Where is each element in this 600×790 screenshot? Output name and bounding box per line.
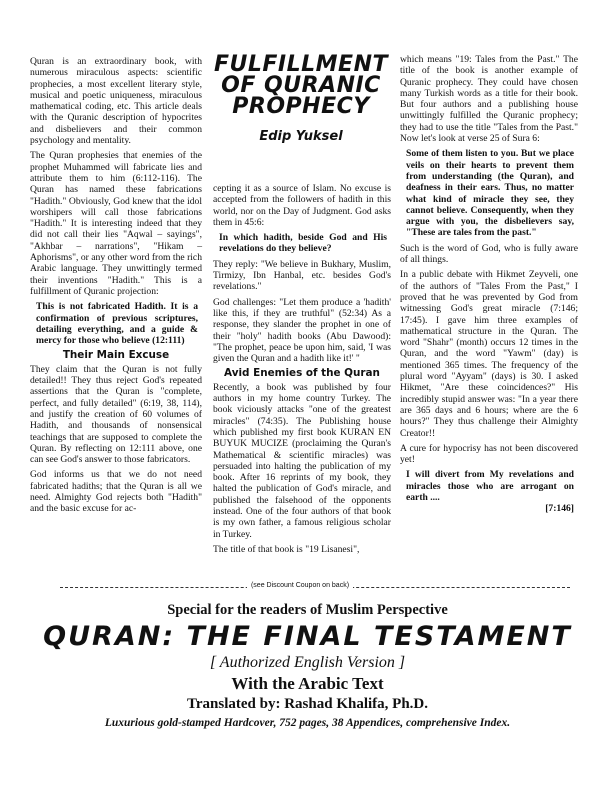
paragraph: The title of that book is "19 Lisanesi", bbox=[213, 543, 360, 555]
article-title-block bbox=[206, 54, 396, 144]
paragraph: They reply: "We believe in Bukhary, Muslim, Tirmizy, Ibn Hanbal, etc. besides God's revelations." bbox=[213, 258, 391, 293]
article-title-line-2: OF QURANIC bbox=[221, 73, 381, 98]
ad-description: Luxurious gold-stamped Hardcover, 752 pages, 38 Appendices, comprehensive Index. bbox=[104, 717, 511, 729]
paragraph: In a public debate with Hikmet Zeyveli, one of the authors of "Tales From the Past," I proved that he was prevented by God from witnessing God's great miracle (7:146; 17:45). I gave him three examples of mathematical structure in the Quran. The word "Shahr" (month) occurs 12 times in the Quran, and the word "Yawm" (day) is mentioned 365 times. The frequency of the plural word "Ayyam" (days) is 30. I asked Hikmet, "Are these coincidences?" His incredibly stupid answer was: "In a year there are 365 days and 6 hours; where are the 6 hours?" They thus challenge their Almighty Creator!! bbox=[400, 269, 578, 439]
paragraph: Recently, a book was published by four authors in my home country Turkey. The book viciously attacks "one of the greatest miracles" (74:35). The Publishing house which published my first book KURAN EN BUYUK MUCIZE (proclaiming the Quran's Mathematical & scientific miracles) was persuaded into halting the publication of my book. After 16 reprints of my book, they halted the publication of God's miracle, and published the falsehood of the opponents instead. One of the four authors of that book is my own father, a famous religious scholar in Turkey. bbox=[213, 381, 391, 540]
coupon-note bbox=[0, 582, 600, 589]
column-2 bbox=[213, 183, 391, 559]
ad-arabic-text: With the Arabic Text bbox=[231, 674, 384, 693]
column-1 bbox=[30, 56, 202, 519]
verse-quote: In which hadith, beside God and His revelations do they believe? bbox=[219, 232, 387, 255]
section-heading: Avid Enemies of the Quran bbox=[224, 367, 380, 380]
article-title-line-1: FULFILLMENT bbox=[213, 52, 388, 77]
verse-quote: This is not fabricated Hadith. It is a confirmation of previous scriptures, detailing everything, and a guide & mercy for those who believe (12:111) bbox=[36, 301, 198, 347]
verse-quote: Some of them listen to you. But we place veils on their hearts to prevent them from understanding (the Quran), and deafness in their ears. Thus, no matter what kind of miracle they see, they cannot believe. Consequently, when they argue with you, the disbelievers say, "These are tales from the past." bbox=[406, 148, 574, 239]
paragraph: They claim that the Quran is not fully detailed!! They thus reject God's repeated assertions that the Quran is "complete, perfect, and fully detailed" (6:19, 38, 114), and justify the creation of 60 volumes of Hadith, and thousands of nonsensical teachings that are supposed to complete the Quran. By reflecting on 12:111 above, one can see God's answer to those fabricators. bbox=[30, 363, 202, 466]
ad-special-line: Special for the readers of Muslim Perspective bbox=[167, 602, 448, 618]
verse-reference: [7:146] bbox=[545, 503, 574, 515]
book-advertisement bbox=[40, 598, 575, 733]
article-title-line-3: PROPHECY bbox=[232, 94, 370, 119]
paragraph: Such is the word of God, who is fully aware of all things. bbox=[400, 242, 578, 266]
ad-book-title: QURAN: THE FINAL TESTAMENT bbox=[43, 621, 572, 652]
paragraph: A cure for hypocrisy has not been discovered yet! bbox=[400, 442, 578, 466]
coupon-note-text: (see Discount Coupon on back) bbox=[247, 582, 353, 589]
verse-quote bbox=[406, 469, 574, 514]
ad-translator: Translated by: Rashad Khalifa, Ph.D. bbox=[186, 696, 428, 712]
paragraph: The Quran prophesies that enemies of the prophet Muhammed will fabricate lies and attribute them to him (6:112-116). The Quran has named these fabrications "Hadith." Obviously, God knew that the idol worshipers will call those fabrications "Hadith." It is interesting indeed that they did not call their lies "Aqwal – sayings", "Akhbar – narrations", "Hikam – Aphorisms", or any other word from the rich Arabic language. They unwittingly termed their inventions "Hadith." This is a fulfillment of Quranic projection: bbox=[30, 150, 202, 297]
paragraph: God challenges: "Let them produce a 'hadith' like this, if they are truthful" (52:34) As a response, they slander the prophet in one of their "holy" hadith books (Abu Dawood): "The prophet, peace be upon him, said, 'I was given the Quran and a hadith like it!' " bbox=[213, 296, 391, 365]
section-heading: Their Main Excuse bbox=[62, 349, 170, 362]
ad-version: [ Authorized English Version ] bbox=[209, 654, 406, 671]
verse-quote-text: I will divert from My revelations and miracles those who are arrogant on earth .... bbox=[406, 469, 574, 503]
paragraph: God informs us that we do not need fabricated hadiths; that the Quran is all we need. Almighty God rejects both "Hadith" and the basic excuse for ac- bbox=[30, 469, 202, 515]
paragraph: which means "19: Tales from the Past." The title of the book is another example of Quranic prophecy. They could have chosen many Turkish words as a title for their book. But four authors and a publishing house unwittingly fulfilled the Quranic prophecy; they had to use the title "Tales from the Past." Now let's look at verse 25 of Sura 6: bbox=[400, 54, 578, 145]
column-3 bbox=[400, 54, 578, 519]
paragraph: cepting it as a source of Islam. No excuse is accepted from the followers of hadith in this world, nor on the Day of Judgment. God asks them in 45:6: bbox=[213, 183, 391, 228]
article-author: Edip Yuksel bbox=[259, 129, 343, 144]
paragraph: Quran is an extraordinary book, with numerous miraculous aspects: scientific prophecies, a most excellent literary style, musical and poetic uniqueness, miraculous mathematical coding, etc. This article deals with the Quranic description of hypocrites and disbelievers and their common psychology and mentality. bbox=[30, 56, 202, 147]
